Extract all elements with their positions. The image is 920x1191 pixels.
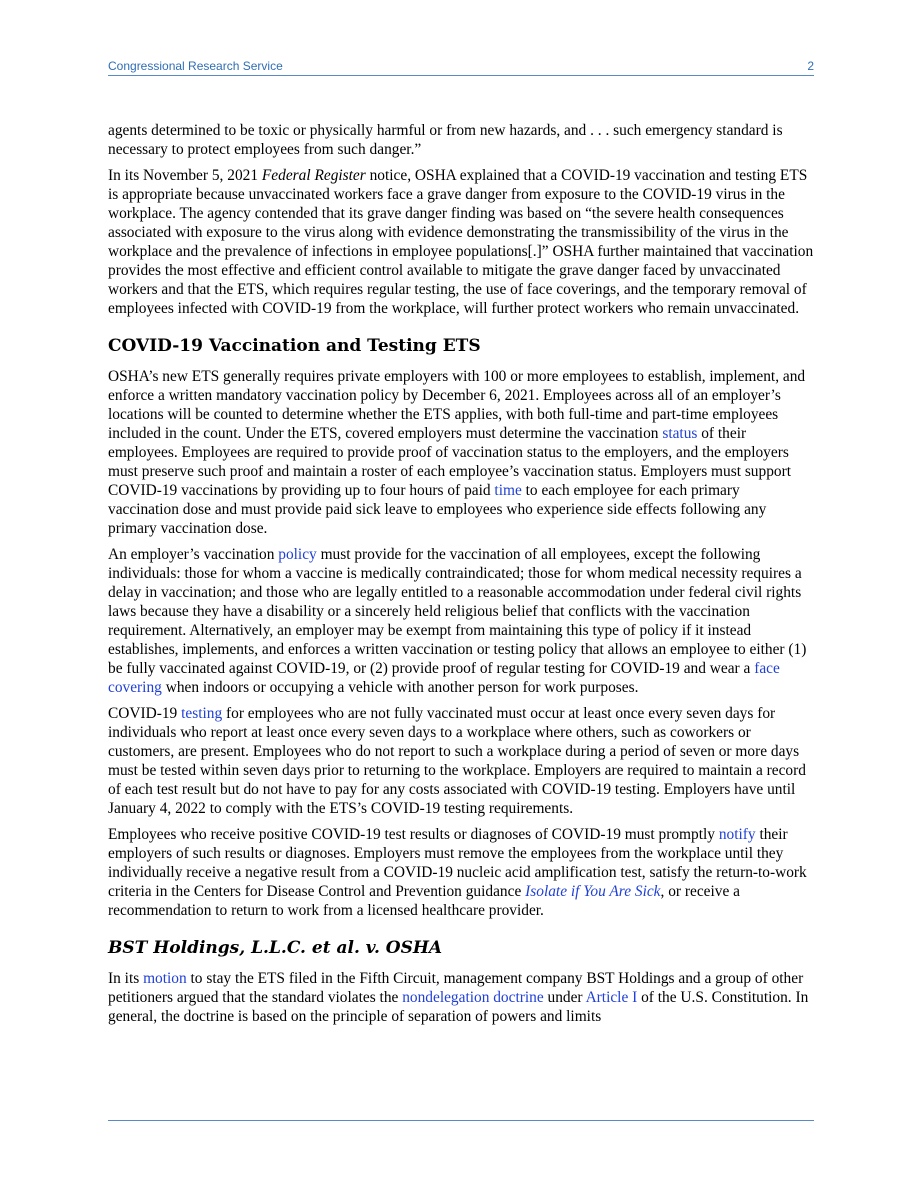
text-run: , or receive a recommendation to return to work from a licensed healthcare provider.	[108, 883, 740, 919]
link-motion[interactable]: motion	[143, 970, 187, 987]
text-run: their employers of such results or diagnoses. Employers must remove the employees from the workplace until they individually receive a negative result from a COVID-19 nucleic acid amplification test, satisfy the return-to-work criteria in the Centers for Disease Control and Prevention guidance	[108, 826, 807, 900]
link-isolate-if-sick[interactable]	[525, 883, 660, 900]
link-notify[interactable]: notify	[718, 826, 756, 843]
text-run: Employees who receive positive COVID-19 test results or diagnoses of COVID-19 must promptly	[108, 826, 719, 843]
link-policy[interactable]: policy	[278, 546, 317, 563]
text-run: of the U.S. Constitution. In general, the doctrine is based on the principle of separation of powers and limits	[108, 989, 809, 1025]
text-run: when indoors or occupying a vehicle with another person for work purposes.	[161, 679, 639, 696]
text-run: In its	[108, 970, 144, 987]
body-text	[108, 121, 814, 1033]
publisher-name: Congressional Research Service	[108, 59, 283, 73]
text-run: In its November 5, 2021	[108, 167, 262, 184]
text-run: to each employee for each primary vaccination dose and must provide paid sick leave to employees who experience side effects following any primary vaccination dose.	[108, 482, 767, 537]
page-number: 2	[807, 59, 814, 73]
federal-register-title: Federal Register	[261, 167, 366, 184]
text-run: COVID-19	[108, 705, 182, 722]
link-testing[interactable]: testing	[181, 705, 223, 722]
paragraph-2	[108, 166, 814, 318]
link-face-covering[interactable]: face covering	[108, 660, 780, 696]
paragraph-7	[108, 969, 814, 1026]
paragraph-5	[108, 704, 814, 818]
section-heading-bst-holdings: BST Holdings, L.L.C. et al. v. OSHA	[108, 938, 443, 958]
text-run: OSHA’s new ETS generally requires private employers with 100 or more employees to establish, implement, and enforce a written mandatory vaccination policy by December 6, 2021. Employees across all of an employer’s locations will be counted to determine whether the ETS applies, with both full-time and part-time employees included in the count. Under the ETS, covered employers must determine the vaccination	[108, 368, 806, 442]
paragraph-4	[108, 545, 814, 697]
text-run: An employer’s vaccination	[108, 546, 279, 563]
paragraph-3	[108, 367, 814, 538]
text-run: notice, OSHA explained that a COVID-19 vaccination and testing ETS is appropriate because unvaccinated workers face a grave danger from exposure to the COVID-19 virus in the workplace. The agency contended that its grave danger finding was based on “the severe health consequences associated with exposure to the virus along with evidence demonstrating the transmissibility of the virus in the workplace and the prevalence of infections in employee populations[.]” OSHA further maintained that vaccination provides the most effective and efficient control available to mitigate the grave danger faced by unvaccinated workers and that the ETS, which requires regular testing, the use of face coverings, and the temporary removal of employees infected with COVID-19 from the workplace, will further protect workers who remain unvaccinated.	[108, 167, 814, 317]
footer-divider	[108, 1120, 814, 1121]
text-run: of their employees. Employees are required to provide proof of vaccination status to the employers, and the employers must preserve such proof and maintain a roster of each employee’s vaccination status. Employers must support COVID-19 vaccinations by providing up to four hours of paid	[108, 425, 791, 499]
link-article-i[interactable]: Article I	[585, 989, 638, 1006]
text-run: must provide for the vaccination of all employees, except the following individuals: those for whom a vaccine is medically contraindicated; those for whom medical necessity requires a delay in vaccination; and those who are legally entitled to a reasonable accommodation under federal civil rights laws because they have a disability or a sincerely held religious belief that conflicts with the vaccination requirement. Alternatively, an employer may be exempt from maintaining this type of policy if it instead establishes, implements, and enforces a written vaccination or testing policy that allows an employee to either (1) be fully vaccinated against COVID-19, or (2) provide proof of regular testing for COVID-19 and wear a	[108, 546, 807, 677]
text-run: under	[543, 989, 586, 1006]
paragraph-1: agents determined to be toxic or physically harmful or from new hazards, and . . . such emergency standard is necessary to protect employees from such danger.”	[108, 122, 783, 158]
text-run: to stay the ETS filed in the Fifth Circuit, management company BST Holdings and a group of other petitioners argued that the standard violates the	[108, 970, 804, 1006]
link-status[interactable]: status	[662, 425, 698, 442]
link-nondelegation-doctrine[interactable]: nondelegation doctrine	[402, 989, 544, 1006]
paragraph-6	[108, 825, 814, 920]
text-run: for employees who are not fully vaccinated must occur at least once every seven days for individuals who report at least once every seven days to a workplace where others, such as coworkers or customers, are present. Employees who do not report to such a workplace during a period of seven or more days must be tested within seven days prior to returning to the workplace. Employers are required to maintain a record of each test result but do not have to pay for any costs associated with COVID-19 testing. Employers have until January 4, 2022 to comply with the ETS’s COVID-19 testing requirements.	[108, 705, 806, 817]
section-heading-vaccination-testing: COVID-19 Vaccination and Testing ETS	[108, 336, 481, 356]
link-time[interactable]: time	[494, 482, 522, 499]
link-text: Isolate if You Are Sick	[525, 883, 661, 900]
running-header	[108, 57, 814, 76]
